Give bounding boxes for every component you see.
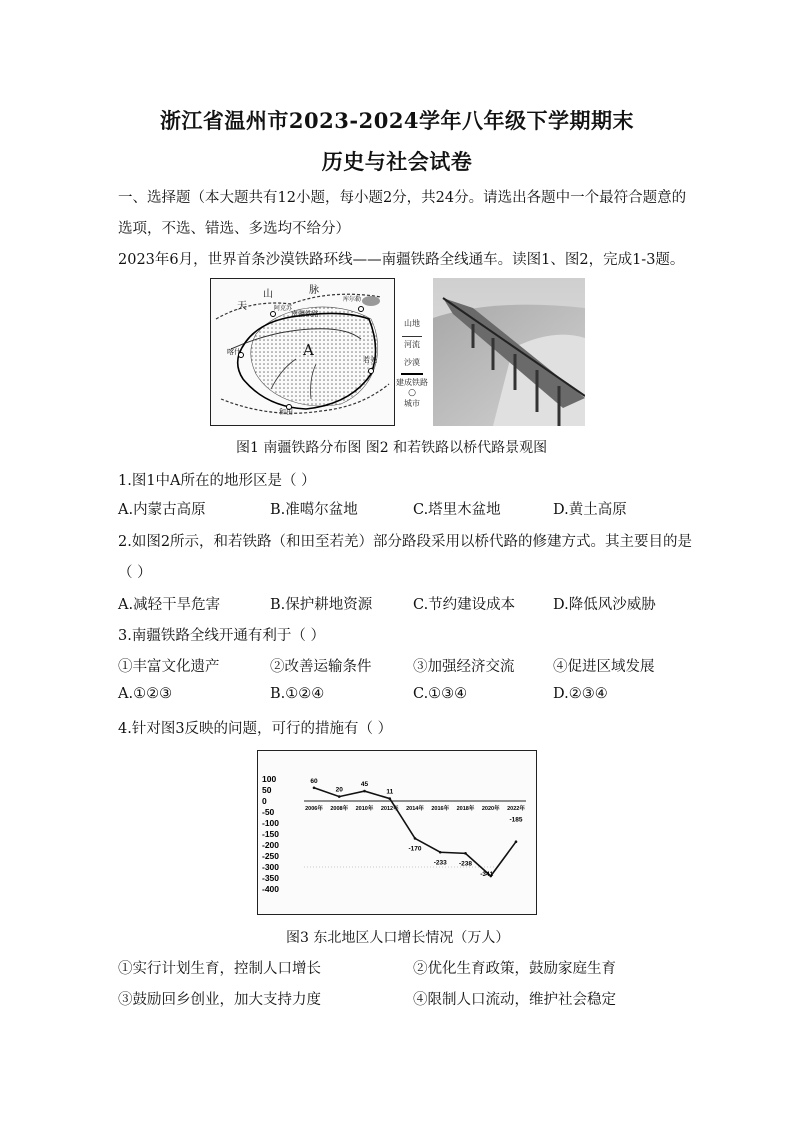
q1-option-c[interactable]: C.塔里木盆地	[413, 502, 501, 518]
data-label-8: -185	[509, 816, 523, 824]
page-subtitle: 历史与社会试卷	[321, 149, 473, 174]
q4-item-1: ①实行计划生育，控制人口增长	[118, 961, 321, 977]
q1-option-d[interactable]: D.黄土高原	[553, 502, 627, 518]
q2-stem: 2.如图2所示，和若铁路（和田至若羌）部分路段采用以桥代路的修建方式。其主要目的是	[118, 534, 693, 550]
data-label-3: 11	[386, 788, 394, 796]
section-intro: 一、选择题（本大题共有12小题，每小题2分，共24分。请选出各题中一个最符合题意的	[118, 190, 687, 206]
q4-item-4: ④限制人口流动，维护社会稳定	[413, 992, 616, 1008]
q4-item-2: ②优化生育政策，鼓励家庭生育	[413, 961, 616, 977]
x-tick-label-1: 2008年	[330, 806, 349, 812]
x-tick-label-3: 2012年	[380, 806, 399, 812]
q3-item-4: ④促进区域发展	[553, 659, 655, 675]
legend-mountain-symbol	[402, 330, 422, 337]
q3-item-3: ③加强经济交流	[413, 659, 515, 675]
q4-stem: 4.针对图3反映的问题，可行的措施有（ ）	[118, 721, 393, 737]
figure3-chart	[257, 750, 537, 915]
q3-option-a[interactable]: A.①②③	[118, 686, 173, 702]
legend-river: 河流	[404, 340, 420, 349]
y-tick-label-7: -250	[262, 851, 280, 861]
x-tick-label-4: 2014年	[406, 806, 424, 812]
q2-stem-blank: （ ）	[118, 565, 152, 581]
q2-option-b[interactable]: B.保护耕地资源	[270, 597, 373, 613]
data-point-4	[414, 837, 417, 840]
figure1-2-caption: 图1 南疆铁路分布图 图2 和若铁路以桥代路景观图	[236, 440, 548, 456]
data-label-4: -170	[408, 845, 422, 853]
data-label-0: 60	[310, 777, 318, 785]
q2-option-d[interactable]: D.降低风沙威胁	[553, 597, 656, 613]
q3-item-1: ①丰富文化遗产	[118, 659, 220, 675]
label-aksu: 阿克苏	[274, 305, 293, 312]
q3-item-2: ②改善运输条件	[270, 659, 372, 675]
data-point-2	[363, 790, 366, 793]
q3-option-c[interactable]: C.①③④	[413, 686, 468, 702]
data-label-2: 45	[360, 781, 369, 789]
legend-railway: 建成铁路	[396, 378, 428, 387]
q3-stem: 3.南疆铁路全线开通有利于（ ）	[118, 628, 325, 644]
q4-item-3: ③鼓励回乡创业，加大支持力度	[118, 992, 321, 1008]
q3-option-d[interactable]: D.②③④	[553, 686, 608, 702]
q1-option-a[interactable]: A.内蒙古高原	[118, 502, 206, 518]
y-tick-label-4: -100	[262, 818, 280, 828]
label-tian: 天	[237, 301, 247, 312]
x-tick-label-6: 2018年	[456, 806, 475, 812]
q2-option-a[interactable]: A.减轻干旱危害	[118, 597, 221, 613]
x-tick-label-2: 2010年	[355, 806, 374, 812]
y-tick-label-8: -300	[262, 862, 280, 872]
y-tick-label-3: -50	[262, 807, 275, 817]
label-a: A	[303, 341, 314, 359]
q1-stem: 1.图1中A所在的地形区是（ ）	[118, 473, 316, 489]
y-tick-label-0: 100	[262, 774, 277, 784]
data-point-5	[439, 851, 442, 854]
section-intro-cont: 选项，不选、错选、多选均不给分）	[118, 221, 350, 237]
data-label-1: 20	[335, 786, 343, 794]
population-line-chart	[258, 751, 536, 914]
x-tick-label-7: 2020年	[481, 806, 500, 812]
x-tick-label-5: 2016年	[431, 806, 450, 812]
q3-option-b[interactable]: B.①②④	[270, 686, 325, 702]
label-shan: 山	[263, 289, 273, 300]
label-kuerle: 库尔勒	[343, 296, 362, 303]
legend-city-symbol: ○	[408, 388, 416, 398]
legend-city: 城市	[404, 399, 420, 408]
data-point-1	[338, 795, 341, 798]
figure1-map	[210, 278, 395, 426]
label-hetian: 和田	[279, 408, 293, 416]
data-point-6	[464, 852, 467, 855]
data-label-7: -341	[480, 871, 494, 879]
legend-railway-symbol	[401, 369, 423, 375]
label-railway: 南疆铁路	[291, 310, 319, 318]
q2-option-c[interactable]: C.节约建设成本	[413, 597, 516, 613]
map-legend	[395, 318, 429, 426]
label-mai: 脉	[309, 285, 319, 296]
data-point-8	[515, 840, 518, 843]
y-tick-label-6: -200	[262, 840, 280, 850]
data-label-6: -238	[458, 860, 473, 868]
label-ruoqiang: 若羌	[363, 356, 377, 364]
x-tick-label-0: 2006年	[305, 806, 323, 812]
legend-mountain: 山地	[404, 319, 420, 328]
data-point-3	[388, 797, 391, 800]
legend-desert: 沙漠	[404, 358, 420, 367]
page-title: 浙江省温州市2023-2024学年八年级下学期期末	[159, 108, 635, 133]
context-text: 2023年6月，世界首条沙漠铁路环线——南疆铁路全线通车。读图1、图2，完成1-3题。	[118, 252, 685, 268]
y-tick-label-2: 0	[262, 796, 267, 806]
y-tick-label-10: -400	[262, 884, 280, 894]
y-tick-label-5: -150	[262, 829, 280, 839]
data-point-0	[313, 787, 316, 790]
data-label-5: -233	[433, 859, 447, 867]
q1-option-b[interactable]: B.准噶尔盆地	[270, 502, 358, 518]
label-kashi: 喀什	[227, 348, 241, 356]
y-tick-label-1: 50	[262, 785, 272, 795]
x-tick-label-8: 2022年	[507, 806, 525, 812]
figure3-caption: 图3 东北地区人口增长情况（万人）	[286, 930, 510, 946]
figure2-photo	[433, 278, 585, 426]
y-tick-label-9: -350	[262, 873, 280, 883]
